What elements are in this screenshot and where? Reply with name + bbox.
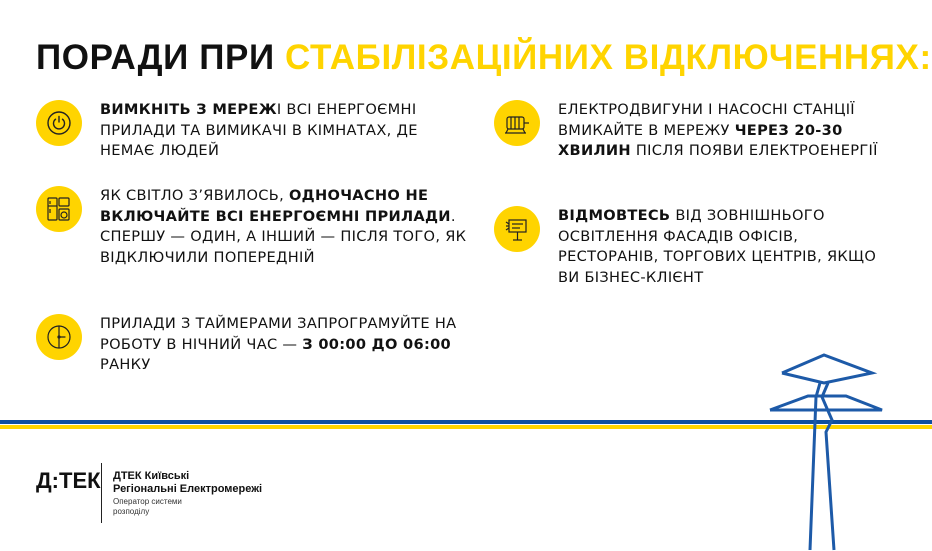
org-name-line-1: ДТЕК Київські [113,470,190,482]
tip-text-part: ПІСЛЯ ПОЯВИ ЕЛЕКТРОЕНЕРГІЇ [630,142,878,159]
tip-sequential-appliances [36,186,470,268]
tip-text [558,206,888,288]
title-part-2-accent: СТАБІЛІЗАЦІЙНИХ ВІДКЛЮЧЕННЯХ: [285,38,932,77]
timer-icon [36,314,82,360]
power-tower-illustration [762,350,892,550]
tip-power-off [36,100,460,162]
tip-text [100,314,460,376]
tip-text [100,186,470,268]
tip-bold: З 00:00 ДО 06:00 [302,335,451,353]
tip-text-part: ЯК СВІТЛО З’ЯВИЛОСЬ, [100,187,289,204]
tip-text-part: ПРИЛАДИ З ТАЙМЕРАМИ ЗАПРОГРАМУЙТЕ НА РОБОТУ В НІЧНИЙ ЧАС — [100,315,457,353]
power-icon [36,100,82,146]
tip-bold: ВИМКНІТЬ З МЕРЕЖ [100,101,277,118]
tip-timers [36,314,460,376]
tip-text-part: ЕЛЕКТРОДВИГУНИ І НАСОСНІ СТАНЦІЇ ВМИКАЙТЕ В МЕРЕЖУ [558,101,855,139]
tip-text-part: . СПЕРШУ — ОДИН, А ІНШИЙ — ПІСЛЯ ТОГО, ЯК ВІДКЛЮЧИЛИ ПОПЕРЕДНІЙ [100,207,467,266]
footer-org-subtitle [113,497,213,516]
dtek-logo-text: Д:ТЕК [36,468,101,493]
org-name-line-2: Регіональні Електромережі [113,483,263,495]
tip-bold: ЧЕРЕЗ 20-30 ХВИЛИН [558,121,843,159]
billboard-icon [494,206,540,252]
org-subtitle-line-1: Оператор системи [113,497,182,506]
tip-text [558,100,898,162]
dtek-logo [36,468,101,493]
footer-divider [101,463,102,523]
page-title [36,38,932,78]
tip-motors [494,100,898,162]
tip-text-part: І ВСІ ЕНЕРГОЄМНІ ПРИЛАДИ ТА ВИМИКАЧІ В КІМНАТАХ, ДЕ НЕМАЄ ЛЮДЕЙ [100,101,418,159]
tip-bold: ОДНОЧАСНО НЕ ВКЛЮЧАЙТЕ ВСІ ЕНЕРГОЄМНІ ПРИЛАДИ [100,187,451,225]
tip-text-part: РАНКУ [100,356,151,373]
title-part-1: ПОРАДИ ПРИ [36,38,286,77]
footer-org-name [113,470,303,496]
tip-text-part: ВІД ЗОВНІШНЬОГО ОСВІТЛЕННЯ ФАСАДІВ ОФІСІВ, РЕСТОРАНІВ, ТОРГОВИХ ЦЕНТРІВ, ЯКЩО ВИ БІЗНЕС-КЛІЄНТ [558,207,877,286]
appliances-icon [36,186,82,232]
tip-facade-lighting [494,206,888,288]
tip-text [100,100,460,162]
motor-icon [494,100,540,146]
tip-bold: ВІДМОВТЕСЬ [558,207,671,224]
org-subtitle-line-2: розподілу [113,506,150,516]
